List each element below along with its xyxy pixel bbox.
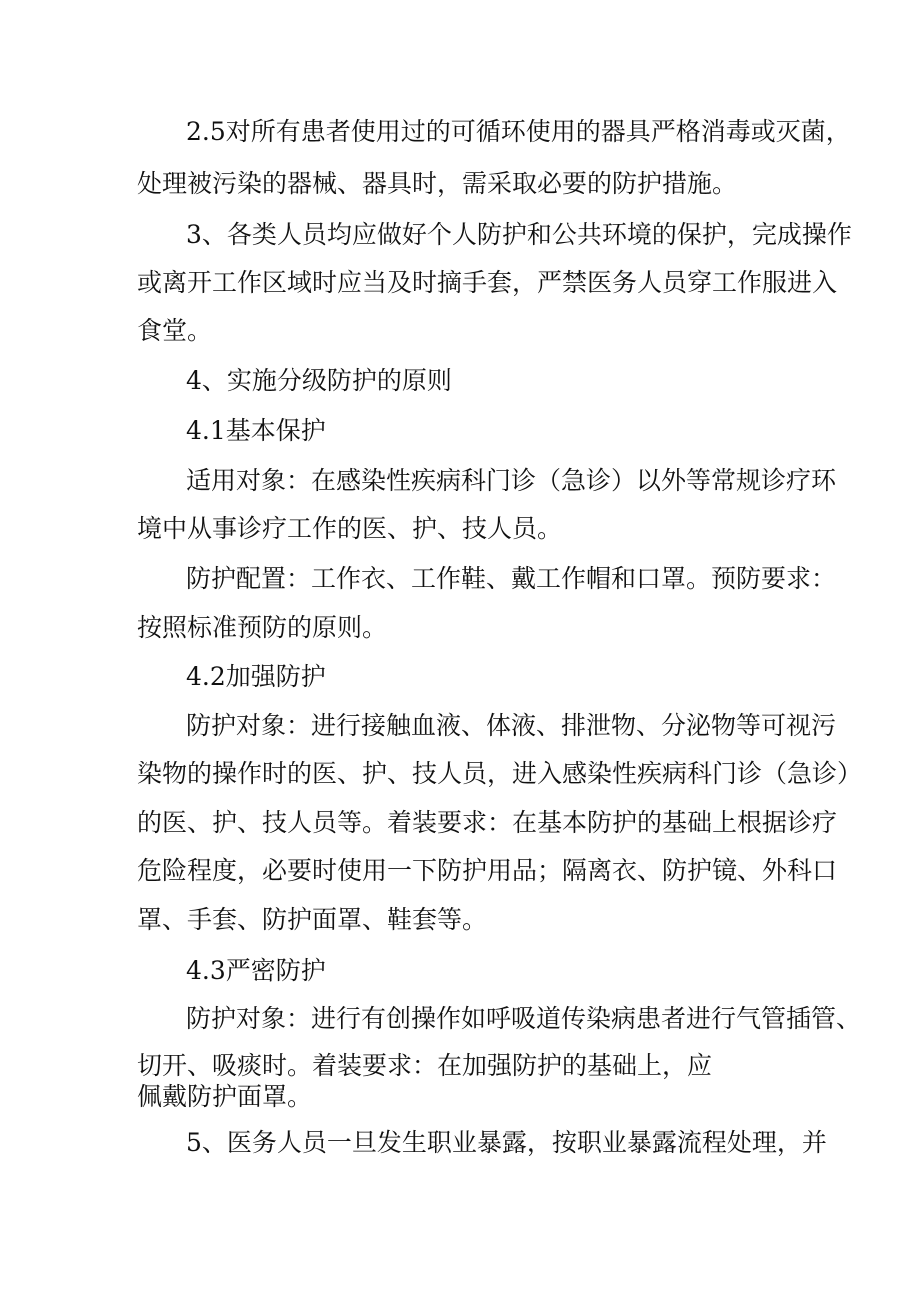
heading-4-3: 4.3严密防护 [186,956,326,985]
paragraph-4-1-config-line-1: 防护配置：工作衣、工作鞋、戴工作帽和口罩。预防要求： [186,564,837,593]
paragraph-2-5-line-2: 处理被污染的器械、器具时，需采取必要的防护措施。 [137,169,738,198]
heading-4-2: 4.2加强防护 [186,662,326,691]
paragraph-4-3-line-2: 切开、吸痰时。着装要求：在加强防护的基础上，应 [137,1051,713,1080]
paragraph-3-line-1: 3、各类人员均应做好个人防护和公共环境的保护，完成操作 [186,220,852,249]
heading-4-1: 4.1基本保护 [186,416,326,445]
paragraph-4-1-scope-line-1: 适用对象：在感染性疾病科门诊（急诊）以外等常规诊疗环 [186,466,837,495]
paragraph-4-2-line-5: 罩、手套、防护面罩、鞋套等。 [137,905,488,934]
paragraph-3-line-2: 或离开工作区域时应当及时摘手套，严禁医务人员穿工作服进入 [137,268,838,297]
paragraph-4-1-scope-line-2: 境中从事诊疗工作的医、护、技人员。 [137,514,563,543]
paragraph-2-5-line-1: 2.5对所有患者使用过的可循环使用的器具严格消毒或灭菌， [186,117,851,146]
paragraph-4-2-line-1: 防护对象：进行接触血液、体液、排泄物、分泌物等可视污 [186,711,837,740]
heading-4: 4、实施分级防护的原则 [186,366,452,395]
paragraph-4-3-line-1: 防护对象：进行有创操作如呼吸道传染病患者进行气管插管、 [186,1004,862,1033]
paragraph-4-1-config-line-2: 按照标准预防的原则。 [137,613,388,642]
paragraph-4-2-line-3: 的医、护、技人员等。着装要求：在基本防护的基础上根据诊疗 [137,808,838,837]
paragraph-5-line-1: 5、医务人员一旦发生职业暴露，按职业暴露流程处理，并 [186,1128,827,1157]
paragraph-4-3-line-3: 佩戴防护面罩。 [137,1082,313,1111]
paragraph-4-2-line-2: 染物的操作时的医、护、技人员，进入感染性疾病科门诊（急诊） [137,759,863,788]
paragraph-3-line-3: 食堂。 [137,316,213,345]
paragraph-4-2-line-4: 危险程度，必要时使用一下防护用品；隔离衣、防护镜、外科口 [137,856,838,885]
